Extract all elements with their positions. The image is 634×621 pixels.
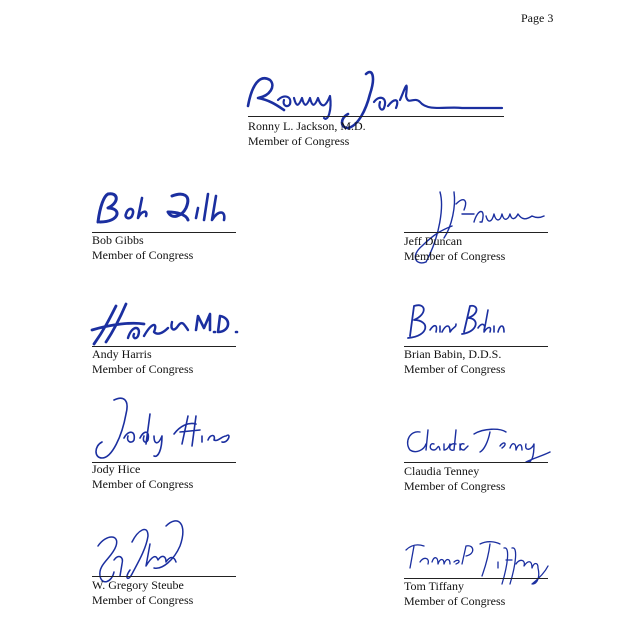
signature-block-gibbs [92, 186, 242, 266]
signer-title: Member of Congress [404, 594, 506, 608]
signature-block-hice [92, 396, 242, 496]
signature-line [92, 576, 236, 577]
signer-title: Member of Congress [92, 593, 194, 607]
signer-name: Jeff Duncan [404, 234, 463, 248]
handwritten-signature-babin [404, 300, 554, 350]
signature-block-tiffany [404, 540, 554, 620]
signature-line [404, 462, 548, 463]
signer-title: Member of Congress [404, 249, 506, 263]
signer-name: Andy Harris [92, 347, 152, 361]
signature-block-duncan [404, 186, 554, 266]
signer-name: Bob Gibbs [92, 233, 144, 247]
signature-line [404, 232, 548, 233]
signer-name: Jody Hice [92, 462, 141, 476]
signer-name: Brian Babin, D.D.S. [404, 347, 502, 361]
handwritten-signature-jackson [248, 66, 508, 126]
handwritten-signature-hice [92, 396, 242, 466]
signature-block-tenney [404, 424, 554, 504]
signature-block-babin [404, 300, 554, 380]
signer-name: Tom Tiffany [404, 579, 464, 593]
signer-title: Member of Congress [92, 248, 194, 262]
signer-title: Member of Congress [92, 362, 194, 376]
signer-title: Member of Congress [404, 479, 506, 493]
handwritten-signature-gibbs [92, 186, 242, 230]
signature-line [248, 116, 504, 117]
signer-name: Ronny L. Jackson, M.D. [248, 119, 366, 133]
signer-title: Member of Congress [248, 134, 350, 148]
handwritten-signature-harris [92, 300, 242, 350]
signature-block-harris [92, 300, 242, 380]
signer-name: Claudia Tenney [404, 464, 480, 478]
signer-name: W. Gregory Steube [92, 578, 184, 592]
page-number: Page 3 [521, 11, 554, 25]
signature-block-steube [92, 516, 242, 616]
signer-title: Member of Congress [92, 477, 194, 491]
signature-block-jackson [248, 66, 508, 156]
signer-title: Member of Congress [404, 362, 506, 376]
